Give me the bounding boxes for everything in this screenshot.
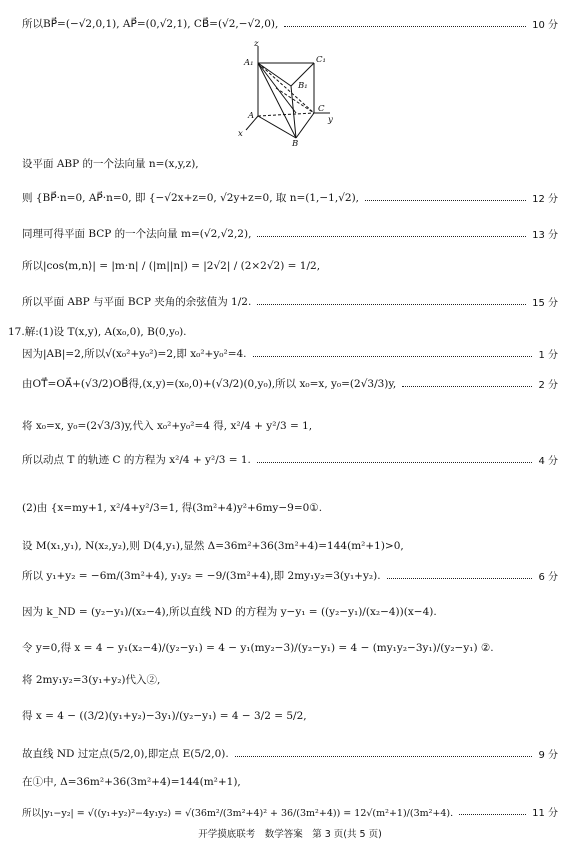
solution-line: 所以平面 ABP 与平面 BCP 夹角的余弦值为 1/2. 15 分 [22,296,558,309]
solution-line: 由OT⃗=OA⃗+(√3/2)OB⃗得,(x,y)=(x₀,0)+(√3/2)(0,y₀),所以 x₀=x, y₀=(2√3/3)y, 2 分 [22,378,558,391]
score: 13 分 [532,230,558,241]
score: 10 分 [532,20,558,31]
solution-line: 所以动点 T 的轨迹 C 的方程为 x²/4 + y²/3 = 1. 4 分 [22,454,558,467]
fig-label: A₁ [244,58,254,68]
fig-label: A [248,111,255,121]
fig-label: B [292,139,299,146]
fig-label: y [328,115,333,125]
solution-line: 令 y=0,得 x = 4 − y₁(x₂−4)/(y₂−y₁) = 4 − y₁(my₂−3)/(y₂−y₁) = 4 − (my₁y₂−3y₁)/(y₂−y₁) ②. [22,642,494,654]
fig-label: B₁ [298,81,308,91]
solution-line: 同理可得平面 BCP 的一个法向量 m=(√2,√2,2), 13 分 [22,228,558,241]
score: 12 分 [532,194,558,205]
problem-heading: 17.解:(1)设 T(x,y), A(x₀,0), B(0,y₀). [8,326,187,338]
solution-line: 在①中, Δ=36m²+36(3m²+4)=144(m²+1), [22,776,241,788]
score: 4 分 [538,456,558,467]
score: 9 分 [538,750,558,761]
solution-line: 所以|cos⟨m,n⟩| = |m·n| / (|m||n|) = |2√2| / (2×2√2) = 1/2, [22,260,321,272]
solution-line: 得 x = 4 − ((3/2)(y₁+y₂)−3y₁)/(y₂−y₁) = 4 − 3/2 = 5/2, [22,710,307,722]
solution-line: 将 2my₁y₂=3(y₁+y₂)代入②, [22,674,161,686]
fig-label: x [238,129,243,139]
geometry-figure [236,38,336,146]
solution-line: 因为|AB|=2,所以√(x₀²+y₀²)=2,即 x₀²+y₀²=4. 1 分 [22,348,558,361]
page-footer: 开学摸底联考 数学答案 第 3 页(共 5 页) [198,829,382,840]
score: 6 分 [538,572,558,583]
score: 15 分 [532,298,558,309]
solution-line: 所以BP⃗=(−√2,0,1), AP⃗=(0,√2,1), CB⃗=(√2,−√2,0), 10 分 [22,18,558,31]
solution-line: 因为 k_ND = (y₂−y₁)/(x₂−4),所以直线 ND 的方程为 y−y₁ = ((y₂−y₁)/(x₂−4))(x−4). [22,606,437,618]
score: 1 分 [538,350,558,361]
fig-label: z [254,39,259,49]
fig-label: C₁ [316,55,326,65]
solution-line: 设平面 ABP 的一个法向量 n=(x,y,z), [22,158,199,170]
solution-line: 将 x₀=x, y₀=(2√3/3)y,代入 x₀²+y₀²=4 得, x²/4 + y²/3 = 1, [22,420,313,432]
solution-line: (2)由 {x=my+1, x²/4+y²/3=1, 得(3m²+4)y²+6my−9=0①. [22,502,323,514]
solution-line: 故直线 ND 过定点(5/2,0),即定点 E(5/2,0). 9 分 [22,748,558,761]
score: 11 分 [532,808,558,819]
solution-line: 所以|y₁−y₂| = √((y₁+y₂)²−4y₁y₂) = √(36m²/(3m²+4)² + 36/(3m²+4)) = 12√(m²+1)/(3m²+4). 11 分 [22,804,558,819]
score: 2 分 [538,380,558,391]
solution-line: 设 M(x₁,y₁), N(x₂,y₂),则 D(4,y₁),显然 Δ=36m²+36(3m²+4)=144(m²+1)>0, [22,540,404,552]
solution-line: 则 {BP⃗·n=0, AP⃗·n=0, 即 {−√2x+z=0, √2y+z=0, 取 n=(1,−1,√2), 12 分 [22,192,558,205]
solution-line: 所以 y₁+y₂ = −6m/(3m²+4), y₁y₂ = −9/(3m²+4),即 2my₁y₂=3(y₁+y₂). 6 分 [22,570,558,583]
fig-label: C [318,104,325,114]
